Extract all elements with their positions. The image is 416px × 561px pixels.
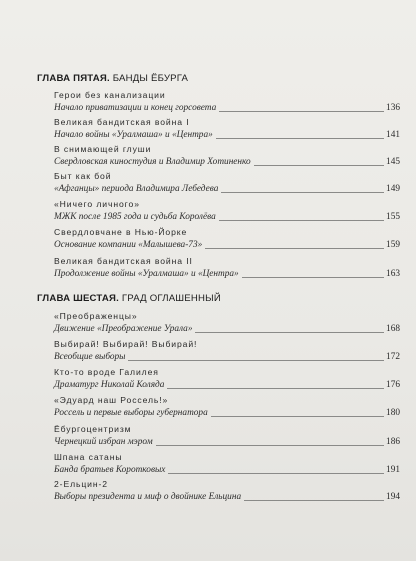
- toc-entry: [54, 452, 400, 476]
- chapter-heading: [37, 293, 221, 304]
- entry-page-number: 172: [386, 352, 400, 362]
- entry-title: Шпана сатаны: [54, 452, 123, 462]
- leader-line: [219, 219, 384, 221]
- chapter-heading: [37, 73, 188, 84]
- toc-entry: [54, 171, 400, 195]
- toc-entry: [54, 367, 400, 391]
- entry-page-number: 186: [386, 437, 400, 447]
- entry-page-number: 149: [386, 184, 400, 194]
- toc-entry: [54, 90, 400, 114]
- entry-subtitle: Движение «Преображение Урала»: [54, 324, 193, 334]
- entry-subtitle: Всеобщие выборы: [54, 352, 126, 362]
- leader-line: [167, 387, 384, 389]
- entry-page-number: 176: [386, 380, 400, 390]
- entry-title: «Ничего личного»: [54, 199, 140, 209]
- leader-line: [244, 499, 384, 501]
- entry-title: Великая бандитская война II: [54, 256, 193, 266]
- leader-line: [221, 191, 384, 193]
- entry-page-number: 159: [386, 240, 400, 250]
- toc-entry: [54, 311, 400, 335]
- leader-line: [254, 164, 384, 166]
- chapter-number: ГЛАВА ПЯТАЯ.: [37, 73, 110, 84]
- entry-page-number: 180: [386, 408, 400, 418]
- entry-subtitle: Выборы президента и миф о двойнике Ельцина: [54, 492, 242, 502]
- leader-line: [216, 137, 384, 139]
- leader-line: [168, 472, 384, 474]
- leader-line: [211, 415, 384, 417]
- entry-subtitle: Начало войны «Уралмаша» и «Центра»: [54, 130, 213, 140]
- entry-title: «Эдуард наш Россель!»: [54, 395, 169, 405]
- toc-entry: [54, 117, 400, 141]
- entry-subtitle: Продолжение войны «Уралмаша» и «Центра»: [54, 269, 239, 279]
- entry-page-number: 136: [386, 103, 400, 113]
- toc-entry: [54, 424, 400, 448]
- entry-title: Ёбургоцентризм: [54, 424, 132, 434]
- chapter-title: БАНДЫ ЁБУРГА: [112, 73, 189, 84]
- entry-title: Свердловчане в Нью-Йорке: [54, 227, 188, 237]
- entry-title: 2-Ельцин-2: [54, 479, 108, 489]
- entry-title: Великая бандитская война I: [54, 117, 190, 127]
- leader-line: [195, 331, 384, 333]
- entry-title: Кто-то вроде Галилея: [54, 367, 159, 377]
- entry-page-number: 141: [386, 130, 400, 140]
- entry-title: Выбирай! Выбирай! Выбирай!: [54, 339, 198, 349]
- toc-entry: [54, 199, 400, 223]
- entry-page-number: 145: [386, 157, 400, 167]
- chapter-number: ГЛАВА ШЕСТАЯ.: [37, 293, 119, 304]
- entry-subtitle: Начало приватизации и конец горсовета: [54, 103, 217, 113]
- entry-page-number: 191: [386, 465, 400, 475]
- leader-line: [205, 247, 384, 249]
- entry-page-number: 168: [386, 324, 400, 334]
- entry-subtitle: Банда братьев Коротковых: [54, 465, 166, 475]
- entry-title: Быт как бой: [54, 171, 112, 181]
- toc-entry: [54, 339, 400, 363]
- entry-subtitle: «Афганцы» периода Владимира Лебедева: [54, 184, 219, 194]
- leader-line: [156, 444, 384, 446]
- entry-subtitle: Россель и первые выборы губернатора: [54, 408, 208, 418]
- entry-page-number: 163: [386, 269, 400, 279]
- leader-line: [242, 276, 384, 278]
- entry-page-number: 194: [386, 492, 400, 502]
- entry-subtitle: Чернецкий избран мэром: [54, 437, 153, 447]
- entry-subtitle: Драматург Николай Коляда: [54, 380, 165, 390]
- toc-entry: [54, 479, 400, 503]
- entry-title: Герои без канализации: [54, 90, 166, 100]
- entry-title: «Преображенцы»: [54, 311, 138, 321]
- entry-subtitle: МЖК после 1985 года и судьба Королёва: [54, 212, 216, 222]
- leader-line: [128, 359, 384, 361]
- toc-entry: [54, 395, 400, 419]
- toc-entry: [54, 227, 400, 251]
- toc-entry: [54, 144, 400, 168]
- toc-entry: [54, 256, 400, 280]
- entry-subtitle: Основание компании «Малышева-73»: [54, 240, 203, 250]
- chapter-title: ГРАД ОГЛАШЕННЫЙ: [121, 293, 221, 304]
- entry-subtitle: Свердловская киностудия и Владимир Хотиненко: [54, 157, 251, 167]
- entry-page-number: 155: [386, 212, 400, 222]
- entry-title: В снимающей глуши: [54, 144, 152, 154]
- leader-line: [219, 110, 384, 112]
